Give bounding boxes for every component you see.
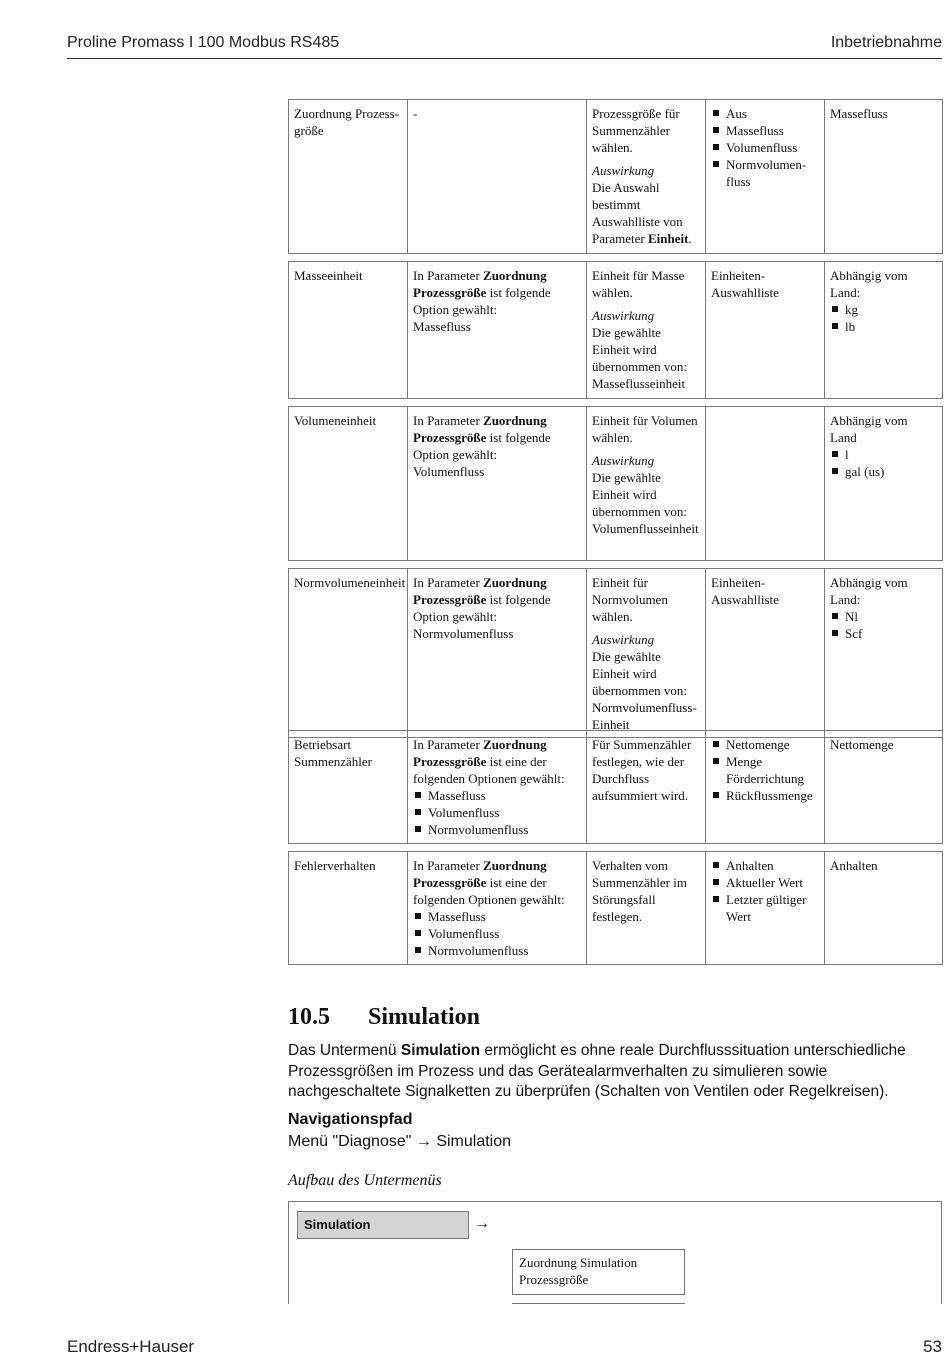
navigation-heading: Navigationspfad [288, 1111, 413, 1128]
list-item: Aus [711, 105, 819, 122]
param-default: Abhängig vom Land: Nl Scf [825, 569, 943, 738]
param-options: Einheiten-Auswahlliste [706, 569, 825, 738]
param-prerequisite: In Parameter Zuordnung Prozessgröße ist folgende Option gewählt: Normvolumenfluss [408, 569, 587, 738]
table-row [289, 262, 943, 399]
structure-caption: Aufbau des Untermenüs [288, 1172, 442, 1189]
list-item: lb [830, 318, 937, 335]
effect-label: Auswirkung [592, 632, 655, 647]
param-default: Anhalten [825, 852, 943, 965]
list-item: Massefluss [711, 122, 819, 139]
list-item: Menge Förderrichtung [711, 753, 819, 787]
header-divider [67, 58, 942, 59]
section-number: 10.5 [288, 1004, 330, 1030]
param-description: Einheit für Volumen wählen. Auswirkung Die gewählte Einheit wird übernommen von: Volumenflusseinheit [587, 407, 706, 561]
parameter-table-masseeinheit [288, 261, 943, 399]
param-description: Prozessgröße für Summenzähler wählen. Auswirkung Die Auswahl bestimmt Auswahlliste von Parameter Einheit. [587, 100, 706, 254]
list-item: Normvolumenfluss [413, 821, 581, 838]
param-options [706, 731, 825, 844]
table-row [289, 407, 943, 561]
parameter-table-betriebsart [288, 730, 943, 844]
list-item: Aktueller Wert [711, 874, 819, 891]
param-prerequisite: In Parameter Zuordnung Prozessgröße ist eine der folgenden Optionen gewählt: Massefluss Volumenfluss Normvolumenfluss [408, 731, 587, 844]
list-item: Nettomenge [711, 736, 819, 753]
parameter-table-fehlerverhalten [288, 851, 943, 965]
list-item: gal (us) [830, 463, 937, 480]
param-options [706, 852, 825, 965]
list-item: Massefluss [413, 908, 581, 925]
submenu-structure-diagram [288, 1201, 942, 1304]
list-item: Anhalten [711, 857, 819, 874]
navigation-path: Menü "Diagnose" → Simulation [288, 1133, 512, 1150]
list-item: Nl [830, 608, 937, 625]
list-item: Massefluss [413, 787, 581, 804]
list-item: l [830, 446, 937, 463]
effect-label: Auswirkung [592, 453, 655, 468]
param-name: Volumeneinheit [289, 407, 408, 561]
table-row [289, 852, 943, 965]
param-name: Zuordnung Prozess-größe [289, 100, 408, 254]
list-item: Normvolumen-fluss [711, 156, 819, 190]
list-item: Normvolumenfluss [413, 942, 581, 959]
param-prerequisite: In Parameter Zuordnung Prozessgröße ist folgende Option gewählt: Volumenfluss [408, 407, 587, 561]
footer-company: Endress+Hauser [67, 1337, 195, 1356]
param-prerequisite: In Parameter Zuordnung Prozessgröße ist folgende Option gewählt: Massefluss [408, 262, 587, 399]
param-name: Normvolumeneinheit [289, 569, 408, 738]
param-description: Für Summenzähler festlegen, wie der Durchfluss aufsummiert wird. [587, 731, 706, 844]
section-intro: Das Untermenü Simulation ermöglicht es ohne reale Durchflusssituation unterschiedliche Prozessgrößen im Prozess und das Gerätealarmverhalten zu simulieren sowie nachgeschaltete Signalketten zu überprüfen (Schalten von Ventilen oder Regelkreisen). [288, 1042, 906, 1100]
param-default: Abhängig vom Land: kg lb [825, 262, 943, 399]
param-name: Fehlerverhalten [289, 852, 408, 965]
menu-node-simulation: Simulation [297, 1211, 469, 1239]
param-default: Massefluss [825, 100, 943, 254]
header-chapter-title: Inbetriebnahme [830, 34, 942, 51]
list-item: Volumenfluss [413, 804, 581, 821]
param-description: Verhalten vom Summenzähler im Störungsfall festlegen. [587, 852, 706, 965]
param-default: Nettomenge [825, 731, 943, 844]
parameter-table-zuordnung [288, 99, 943, 254]
table-row [289, 731, 943, 844]
param-name: Masseeinheit [289, 262, 408, 399]
param-default: Abhängig vom Land l gal (us) [825, 407, 943, 561]
section-title: Simulation [368, 1004, 481, 1030]
menu-node-zuordnung-simulation: Zuordnung Simulation Prozessgröße [512, 1249, 685, 1295]
list-item: Scf [830, 625, 937, 642]
param-prerequisite: In Parameter Zuordnung Prozessgröße ist eine der folgenden Optionen gewählt: Massefluss Volumenfluss Normvolumenfluss [408, 852, 587, 965]
list-item: Volumenfluss [711, 139, 819, 156]
effect-label: Auswirkung [592, 163, 655, 178]
param-description: Einheit für Normvolumen wählen. Auswirkung Die gewählte Einheit wird übernommen von: Normvolumenfluss-Einheit [587, 569, 706, 738]
table-row [289, 100, 943, 254]
parameter-table-volumeneinheit [288, 406, 943, 561]
page-number: 53 [923, 1337, 942, 1356]
list-item: Volumenfluss [413, 925, 581, 942]
header-document-title: Proline Promass I 100 Modbus RS485 [67, 34, 340, 51]
param-options: Einheiten-Auswahlliste [706, 262, 825, 399]
list-item: kg [830, 301, 937, 318]
menu-node-next-stub [512, 1303, 685, 1304]
param-description: Einheit für Masse wählen. Auswirkung Die gewählte Einheit wird übernommen von: Masseflusseinheit [587, 262, 706, 399]
effect-label: Auswirkung [592, 308, 655, 323]
param-name: Betriebsart Summenzähler [289, 731, 408, 844]
arrow-right-icon: → [474, 1215, 490, 1232]
list-item: Letzter gültiger Wert [711, 891, 819, 925]
table-row [289, 569, 943, 738]
param-prerequisite: - [408, 100, 587, 254]
param-options [706, 407, 825, 561]
parameter-table-normvolumeneinheit [288, 568, 943, 738]
param-options [706, 100, 825, 254]
list-item: Rückflussmenge [711, 787, 819, 804]
